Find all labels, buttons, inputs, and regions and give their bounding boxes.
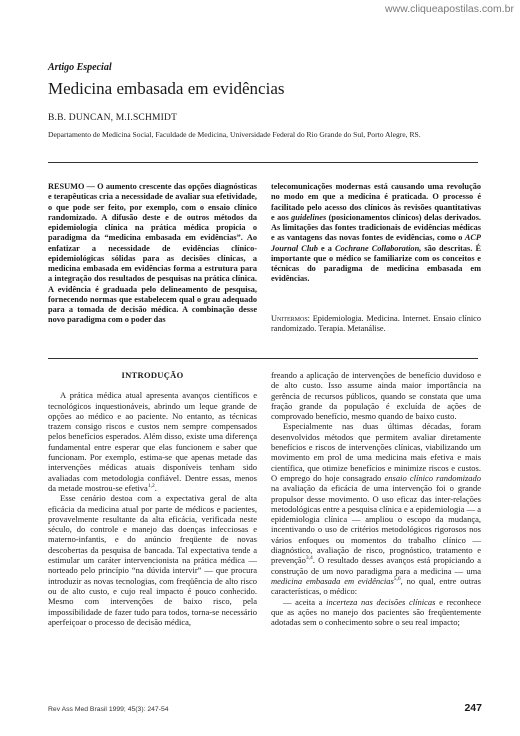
abstract-text-2a: telecomunicações modernas está causando uma revolução no modo em que a medicina é praticada. O processo é facilitado pelo acesso dos clínicos às revisões quantitativas e aos — [271, 182, 481, 222]
body-text-1: A prática médica atual apresenta avanços científicos e tecnológicos inquestionáveis, abrindo um leque grande de opções ao médico e ao paciente. No entanto, as técnicas trazem consigo riscos e custos nem sempre compensados pelos benefícios esperados. Além disso, existe uma diferença fundamental entre esperar que elas funcionem e saber que funcionam. Por exemplo, estima-se que apenas metade das intervenções médicas atuais disponíveis tenham sido avaliadas com metodologia confiável. Dentre essas, menos da metade mostrou-se efetiva — [48, 390, 257, 493]
abstract-guidelines-term: guidelines — [291, 212, 327, 222]
citation-ref: 3,4 — [305, 555, 313, 562]
body-column-right — [271, 370, 481, 627]
abstract-column-left — [48, 182, 257, 326]
abstract-cochrane-term: Cochrane Collaboration, — [334, 243, 422, 253]
body-uncertainty-term: incerteza nas decisões clínicas — [326, 596, 436, 607]
section-heading-introducao: INTRODUÇÃO — [121, 370, 184, 380]
abstract-bottom-rule — [48, 358, 478, 359]
abstract-text-2c: e a — [317, 243, 335, 253]
body-paragraph-4 — [271, 421, 481, 596]
body-column-left — [48, 370, 257, 627]
body-text-4c: . O resultado desses avanços está propiciando a construção de um novo paradigma para a medicina — uma — [271, 555, 481, 576]
abstract-text-1: O aumento crescente das opções diagnósticas e terapêuticas cria a necessidade de avaliar sua efetividade, o que pode ser feito, por exemplo, com o ensaio clínico randomizado. A difusão deste e de outros métodos da epidemiologia clínica na prática médica propicia o paradigma da “medicina embasada em evidências”. Ao enfatizar a necessidade de evidências clínico-epidemiológicas sólidas para as decisões clínicas, a medicina embasada em evidências forma a estrutura para a integração dos resultados de pesquisas na prática clínica. A evidência é graduada pelo delineamento de pesquisa, fornecendo normas que estabelecem qual o grau adequado para a tomada de decisão médica. A combinação desse novo paradigma com o poder das — [48, 182, 257, 325]
abstract-acp-term: ACP Journal Club — [271, 233, 481, 253]
abstract-text-2d: são descritas. É importante que o médico se familiarize com os conceitos e técnicas do paradigma de medicina embasada em evidências. — [271, 243, 481, 284]
body-text-4d: , no qual, entre outras características, o médico: — [271, 575, 481, 597]
journal-citation: Rev Ass Med Brasil 1999; 45(3): 247-54 — [48, 706, 169, 713]
body-text-4b: na avaliação da eficácia de uma intervenção foi o grande propulsor desse movimento. O uso eficaz das inter-relações metodológicas entre a pesquisa clínica e a epidemiologia — a epidemiologia clínica — ampliou o escopo da mudança, incentivando o uso de critérios metodológicos rigorosos nos vários enfoques ou momentos do trabalho clínico — diagnóstico, avaliação de risco, prognóstico, tratamento e prevenção — [271, 483, 481, 566]
article-authors: B.B. DUNCAN, M.I.SCHMIDT — [48, 113, 178, 123]
body-paragraph-1 — [48, 390, 257, 493]
keywords-text: Epidemiologia. Medicina. Internet. Ensaio clínico randomizado. Terapia. Metanálise. — [271, 314, 481, 334]
citation-ref: 1,2 — [147, 483, 155, 490]
citation-ref: 5,6 — [393, 576, 401, 583]
abstract-paragraph-1 — [48, 182, 257, 326]
keywords-label: Unitermos: — [271, 314, 310, 323]
keywords — [271, 314, 481, 335]
page-number: 247 — [464, 702, 482, 714]
article-affiliation: Departamento de Medicina Social, Faculdade de Medicina, Universidade Federal do Rio Grande do Sul, Porto Alegre, RS. — [48, 130, 421, 139]
body-text-1-end: . — [154, 482, 157, 493]
body-mbe-term: medicina embasada em evidências — [271, 575, 394, 586]
body-paragraph-2: Esse cenário destoa com a expectativa geral de alta eficácia da medicina atual por parte de médicos e pacientes, provavelmente resultante da alta eficácia, verificada neste século, do controle e manejo das doenças infecciosas e materno-infantis, e do anúncio freqüente de novas descobertas da pesquisa de bancada. Tal expectativa tende a estimular um caráter intervencionista na prática médica — norteado pelo princípio “na dúvida intervir” — que procura introduzir as novas tecnologias, com freqüência de alto risco ou de alto custo, e cujo real impacto é pouco conhecido. Mesmo com intervenções de baixo risco, pela impossibilidade de fazer tudo para todos, torna-se necessário aperfeiçoar o processo de decisão médica, — [48, 493, 257, 627]
abstract-text-2b: (posicionamentos clínicos) delas derivados. As limitações das fontes tradicionais de evidências médicas e as vantagens das novas fontes de evidências, como o — [271, 212, 482, 243]
section-label: Artigo Especial — [48, 62, 112, 73]
abstract-label: RESUMO — — [48, 182, 98, 191]
article-title: Medicina embasada em evidências — [48, 79, 285, 98]
body-text-5a: — aceita a — [283, 596, 327, 607]
body-paragraph-3: freando a aplicação de intervenções de benefício duvidoso e de alto custo. Isso assume ainda maior importância na gerência de recursos públicos, quando se constata que uma fração grande da população é excluída de ações de comprovado benefício, mesmo quando de baixo custo. — [271, 370, 481, 422]
body-text-4a: Especialmente nas duas últimas décadas, foram desenvolvidos métodos que permitem avaliar diretamente benefícios e riscos de intervenções clínicas, viabilizando um movimento em prol de uma medicina mais efetiva e mais científica, que otimize benefícios e minimize riscos e custos. O emprego do hoje consagrado — [271, 421, 481, 483]
abstract-column-right — [271, 182, 481, 285]
body-text-5b: e reconhece que as ações no manejo dos pacientes são freqüentemente adotadas sem o conhecimento sobre o seu real impacto; — [271, 596, 482, 628]
abstract-top-rule — [48, 162, 478, 163]
abstract-paragraph-2 — [271, 182, 481, 285]
site-watermark: www.cliqueapostilas.com.br — [385, 3, 514, 15]
body-ecr-term: ensaio clínico randomizado — [384, 472, 481, 483]
body-paragraph-5 — [271, 597, 481, 628]
